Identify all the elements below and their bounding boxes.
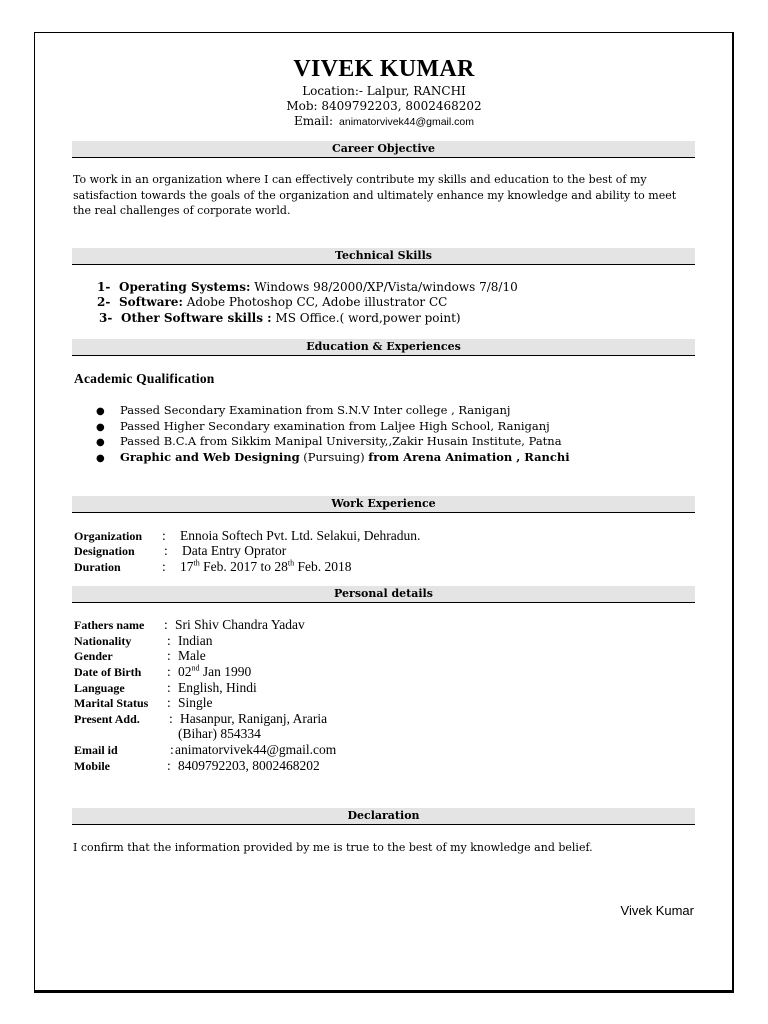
bullet-icon: ●: [96, 453, 105, 464]
separator: :: [167, 680, 171, 695]
field-value: Male: [178, 648, 206, 663]
skill-item: [97, 279, 518, 295]
field-value: Single: [178, 695, 213, 710]
skill-value: MS Office.( word,power point): [271, 311, 461, 325]
mobile-line: Mob: 8409792203, 8002468202: [286, 99, 482, 113]
field-value: 02nd Jan 1990: [178, 663, 252, 679]
field-value: 8409792203, 8002468202: [178, 758, 320, 773]
bullet-icon: ●: [96, 437, 105, 448]
academic-item-text: Passed Secondary Examination from S.N.V Inter college , Raniganj: [120, 403, 511, 417]
declaration-text: I confirm that the information provided by me is true to the best of my knowledge and belief.: [73, 841, 593, 854]
field-label: Duration: [74, 560, 121, 574]
separator: :: [162, 559, 166, 574]
separator: :: [167, 758, 171, 773]
field-value: Ennoia Softech Pvt. Ltd. Selakui, Dehradun.: [180, 528, 421, 543]
separator: :: [167, 633, 171, 648]
field-value: English, Hindi: [178, 680, 257, 695]
location-line: Location:- Lalpur, RANCHI: [302, 84, 466, 98]
field-label: Mobile: [74, 759, 110, 773]
field-label: Gender: [74, 649, 113, 663]
academic-item: [96, 403, 510, 420]
field-label: Marital Status: [74, 696, 149, 710]
section-personal-details: Personal details: [72, 586, 695, 603]
email-value[interactable]: animatorvivek44@gmail.com: [339, 116, 474, 128]
objective-line: To work in an organization where I can effectively contribute my skills and education to the best of my: [73, 173, 647, 186]
field-value: Data Entry Oprator: [182, 543, 287, 558]
objective-line: the real challenges of corporate world.: [73, 204, 291, 217]
skill-label: Other Software skills :: [121, 311, 272, 325]
academic-item: [96, 450, 570, 467]
skill-item: [97, 294, 447, 310]
separator: :: [162, 528, 166, 543]
skill-item: [99, 310, 461, 326]
academic-item-text: (Pursuing): [299, 450, 369, 464]
email-value[interactable]: animatorvivek44@gmail.com: [175, 742, 337, 757]
academic-item-text: Passed Higher Secondary examination from Laljee High School, Raniganj: [120, 419, 550, 433]
field-label: Designation: [74, 544, 135, 558]
separator: :: [167, 664, 171, 679]
field-value: 17th Feb. 2017 to 28th Feb. 2018: [180, 558, 352, 574]
academic-item: [96, 434, 562, 451]
skill-value: Adobe Photoshop CC, Adobe illustrator CC: [182, 295, 448, 309]
separator: :: [169, 711, 173, 726]
signature-name: Vivek Kumar: [620, 903, 694, 918]
section-work-experience: Work Experience: [72, 496, 695, 513]
academic-item-bold: from Arena Animation , Ranchi: [368, 450, 570, 464]
section-declaration: Declaration: [72, 808, 695, 825]
field-label: Nationality: [74, 634, 132, 648]
skill-value: Windows 98/2000/XP/Vista/windows 7/8/10: [250, 280, 518, 294]
objective-line: satisfaction towards the goals of the organization and ultimately enhance my knowledge and ability to meet: [73, 188, 677, 202]
field-value: Indian: [178, 633, 213, 648]
field-value: (Bihar) 854334: [178, 726, 261, 741]
separator: :: [164, 617, 168, 632]
field-value: Sri Shiv Chandra Yadav: [175, 617, 305, 632]
field-label: Organization: [74, 529, 142, 543]
academic-item-bold: Graphic and Web Designing: [120, 450, 300, 464]
bullet-icon: ●: [96, 422, 105, 433]
academic-heading: Academic Qualification: [74, 371, 215, 386]
field-value: Hasanpur, Raniganj, Araria: [180, 711, 328, 726]
skill-label: Software:: [119, 295, 183, 309]
section-career-objective: Career Objective: [72, 141, 695, 158]
skill-number: 2-: [97, 295, 111, 309]
bullet-icon: ●: [96, 406, 105, 417]
field-label: Present Add.: [74, 712, 140, 726]
email-label: Email:: [294, 114, 334, 128]
skill-label: Operating Systems:: [119, 280, 251, 294]
objective-paragraph: [73, 172, 693, 219]
field-label: Language: [74, 681, 125, 695]
separator: :: [164, 543, 168, 558]
field-label: Date of Birth: [74, 665, 142, 679]
field-label: Fathers name: [74, 618, 145, 632]
separator: :: [167, 648, 171, 663]
separator: :: [170, 742, 174, 757]
skill-number: 1-: [97, 280, 111, 294]
section-technical-skills: Technical Skills: [72, 248, 695, 265]
skill-number: 3-: [99, 311, 113, 325]
academic-item-text: Passed B.C.A from Sikkim Manipal University,,Zakir Husain Institute, Patna: [120, 434, 562, 448]
field-label: Email id: [74, 743, 118, 757]
section-education: Education & Experiences: [72, 339, 695, 356]
email-line: [0, 114, 768, 128]
separator: :: [167, 695, 171, 710]
candidate-name: VIVEK KUMAR: [293, 56, 475, 82]
